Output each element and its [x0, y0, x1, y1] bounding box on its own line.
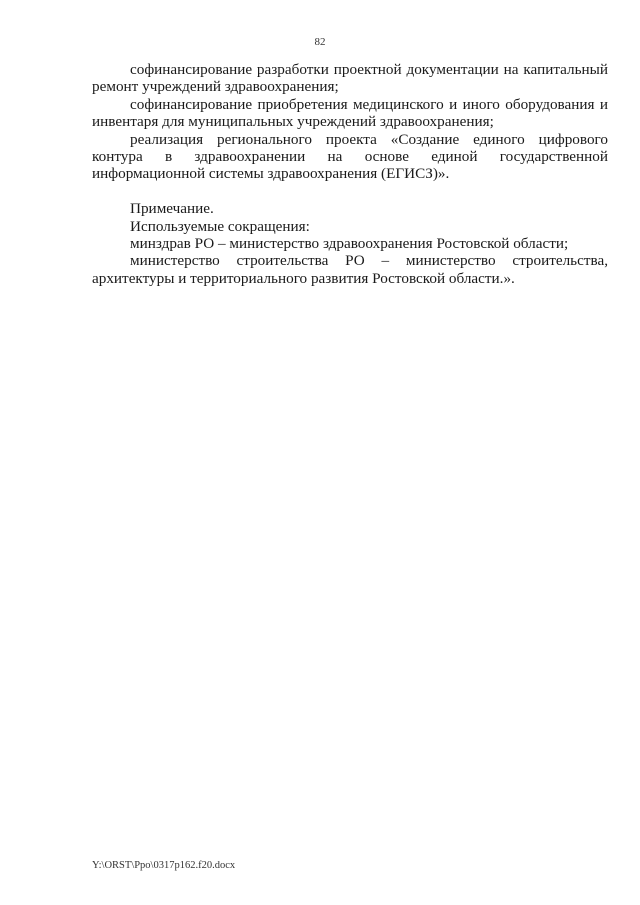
page-number: 82 [314, 36, 326, 48]
document-body [92, 61, 608, 287]
paragraph-cofinancing-equipment: софинансирование приобретения медицинского и иного оборудования и инвентаря для муниципальных учреждений здравоохранения; [92, 95, 608, 131]
footer-file-path: Y:\ORST\Ppo\0317p162.f20.docx [92, 860, 236, 871]
abbreviation-item: министерство строительства РО – министерство строительства, архитектуры и территориального развития Ростовской области.». [92, 252, 608, 287]
abbreviations-heading: Используемые сокращения: [130, 217, 310, 235]
blank-line [92, 183, 608, 200]
paragraph-cofinancing-design: софинансирование разработки проектной документации на капитальный ремонт учреждений здравоохранения; [92, 61, 608, 96]
paragraph-regional-project: реализация регионального проекта «Создание единого цифрового контура в здравоохранении на основе единой государственной информационной системы здравоохранения (ЕГИСЗ)». [92, 130, 608, 183]
abbreviation-item: минздрав РО – министерство здравоохранения Ростовской области; [130, 235, 569, 253]
note-title: Примечание. [130, 200, 214, 218]
